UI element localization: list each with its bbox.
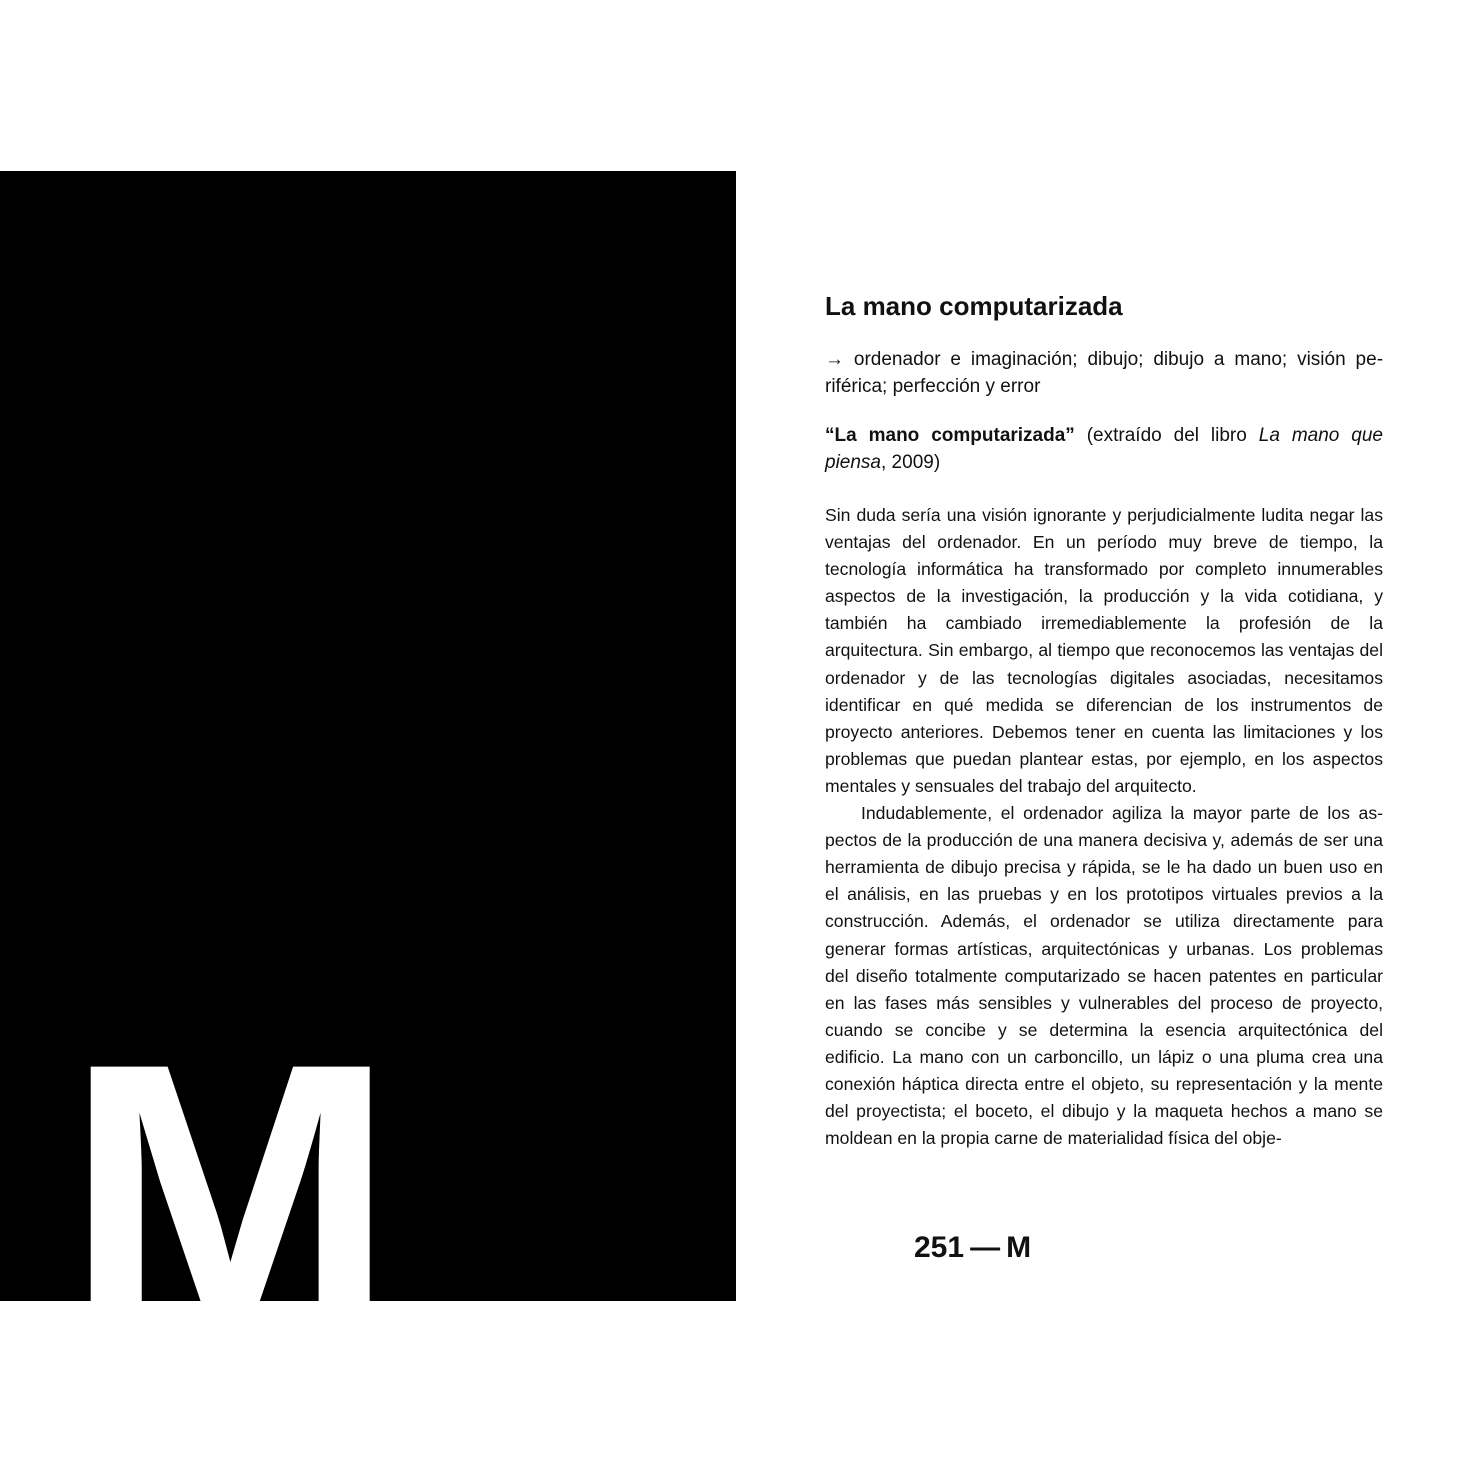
source-suffix: , 2009) bbox=[881, 452, 941, 473]
entry-title: La mano computarizada bbox=[825, 291, 1123, 321]
source-citation bbox=[825, 422, 1383, 476]
source-book-title: La mano que piensa bbox=[825, 425, 1383, 473]
page-number: 251 bbox=[914, 1231, 965, 1264]
folio-section-letter: M bbox=[1006, 1231, 1032, 1264]
body-paragraph-1: Sin duda sería una visión ignorante y perjudicialmente ludita negar las ventajas del ordenador. En un período muy breve de tiempo, la tecnología informática ha transformado por completo innumerables aspectos de la investigación, la producción y la vida cotidiana, y también ha cambiado irremediablemente la profesión de la arquitectura. Sin embargo, al tiempo que reconocemos las ventajas del ordenador y de las tecnologías digitales asociadas, necesitamos identificar en qué medida se diferencian de los instrumentos de proyecto anteriores. Debemos tener en cuenta las limitaciones y los problemas que puedan plantear estas, por ejemplo, en los aspectos mentales y sensuales del trabajo del arquitecto. bbox=[825, 505, 1383, 796]
section-panel bbox=[0, 171, 736, 1409]
arrow-icon: → bbox=[825, 349, 844, 370]
body-text bbox=[825, 502, 1383, 1152]
folio-separator: — bbox=[970, 1231, 1001, 1264]
page-content bbox=[825, 288, 1383, 1152]
source-quoted-title: “La mano computarizada” bbox=[825, 425, 1075, 446]
source-prefix: (extraído del libro bbox=[1074, 425, 1259, 446]
page-folio bbox=[914, 1228, 1031, 1268]
cross-reference-list: ordenador e imaginación; dibujo; dibujo a mano; visión periférica; perfección y error bbox=[825, 349, 1384, 397]
section-letter: M bbox=[64, 984, 397, 1409]
body-paragraph-2: Indudablemente, el ordenador agiliza la mayor parte de los aspectos de la producción de una manera decisiva y, además de ser una herramienta de dibujo precisa y rápida, se le ha dado un buen uso en el análisis, en las pruebas y en los prototipos virtuales previos a la construcción. Además, el ordenador se utiliza directamente para generar formas artísticas, arquitectónicas y urbanas. Los problemas del diseño totalmente computarizado se hacen patentes en particular en las fases más sensibles y vulnerables del proceso de proyecto, cuando se concibe y se determina la esencia arquitectónica del edificio. La mano con un carboncillo, un lápiz o una pluma crea una conexión háptica directa entre el objeto, su representación y la mente del proyectista; el boceto, el dibujo y la maqueta hechos a mano se moldean en la propia carne de materialidad física del obje- bbox=[825, 803, 1383, 1149]
cross-references bbox=[825, 346, 1383, 400]
